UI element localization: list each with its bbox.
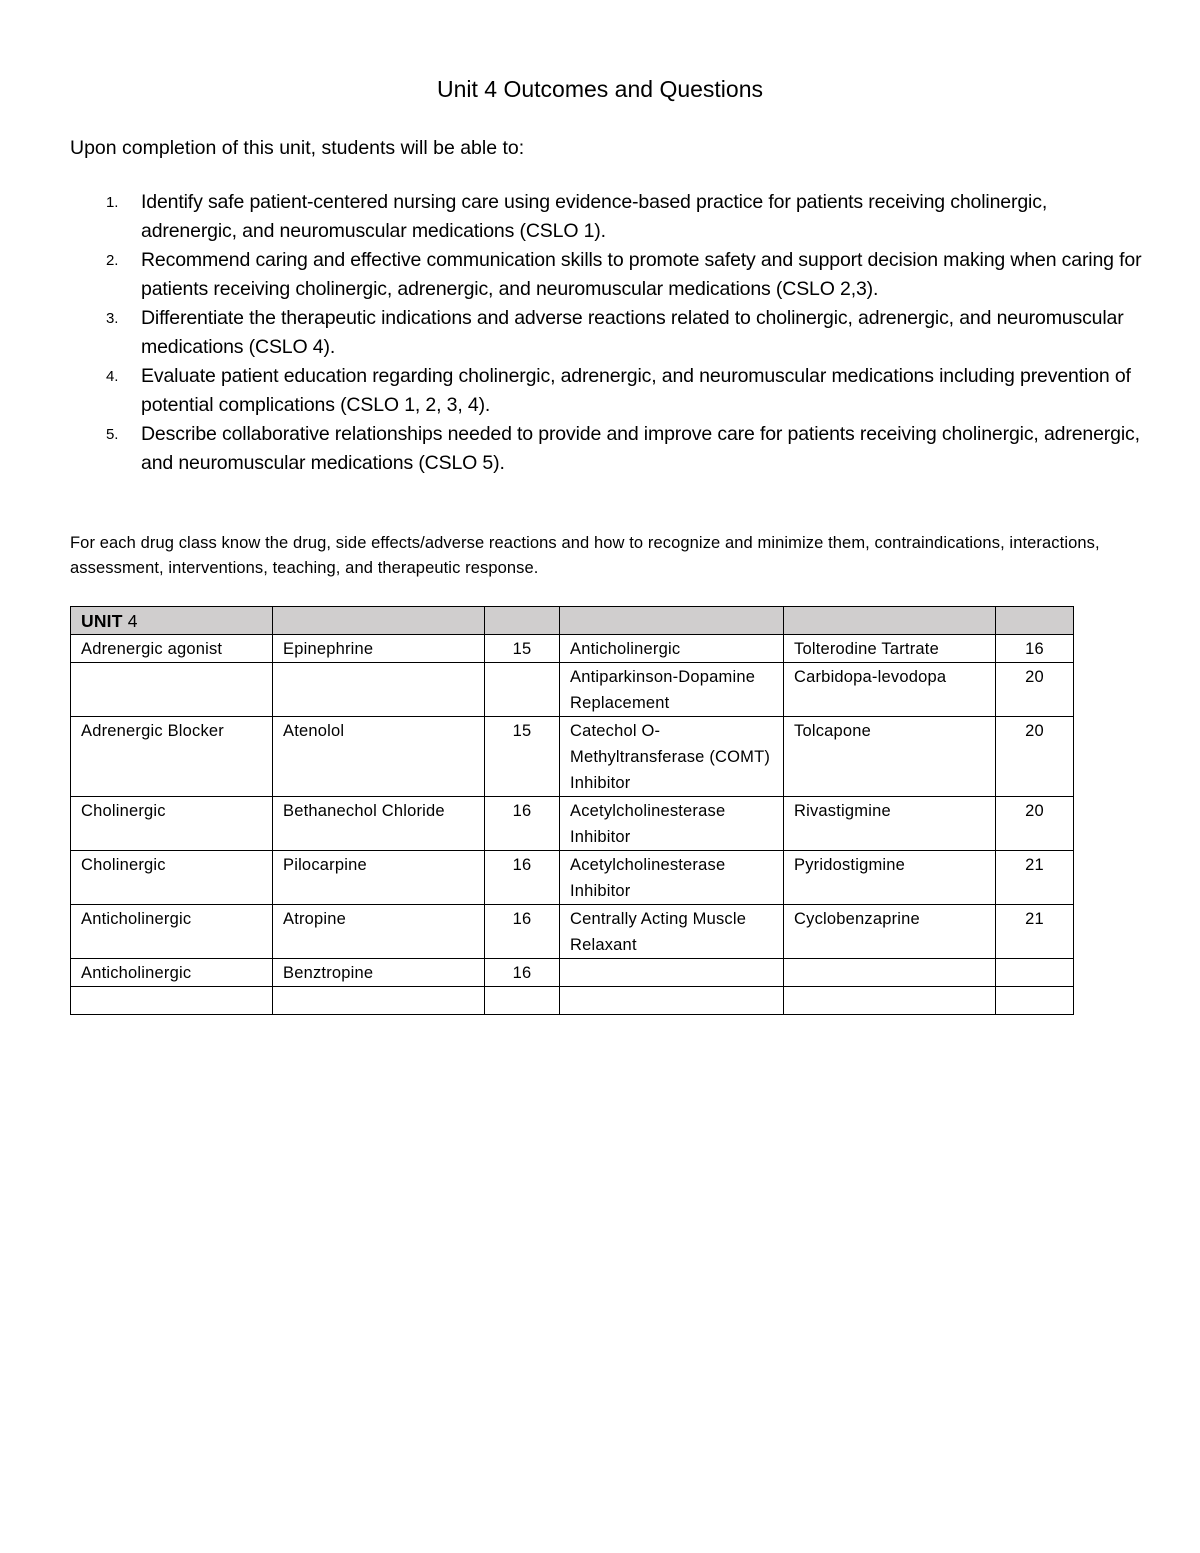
chapter-cell: 20 xyxy=(996,717,1074,797)
outcome-item xyxy=(70,246,1145,304)
drug-name-cell xyxy=(784,959,996,987)
table-row xyxy=(71,797,1074,851)
unit-number: 4 xyxy=(122,611,138,631)
chapter-cell: 15 xyxy=(485,717,560,797)
outcome-number: 3. xyxy=(106,310,119,327)
table-header-cell xyxy=(71,607,273,635)
outcome-text: Describe collaborative relationships needed to provide and improve care for patients receiving cholinergic, adrenergic, and neuromuscular medications (CSLO 5). xyxy=(141,423,1140,474)
table-header-cell xyxy=(485,607,560,635)
outcome-text: Recommend caring and effective communication skills to promote safety and support decision making when caring for patients receiving cholinergic, adrenergic, and neuromuscular medications (CSLO 2,3). xyxy=(141,249,1142,300)
chapter-cell: 16 xyxy=(485,905,560,959)
drug-name-cell: Benztropine xyxy=(273,959,485,987)
drug-name-cell xyxy=(273,663,485,717)
table-row xyxy=(71,959,1074,987)
drug-class-cell: Catechol O-Methyltransferase (COMT) Inhibitor xyxy=(560,717,784,797)
chapter-cell: 20 xyxy=(996,663,1074,717)
table-row xyxy=(71,905,1074,959)
outcomes-list xyxy=(70,188,1145,478)
drug-table xyxy=(70,606,1074,1015)
outcome-number: 4. xyxy=(106,368,119,385)
table-row xyxy=(71,717,1074,797)
drug-name-cell: Atropine xyxy=(273,905,485,959)
drug-class-cell xyxy=(560,987,784,1015)
drug-name-cell: Atenolol xyxy=(273,717,485,797)
drug-class-cell: Acetylcholinesterase Inhibitor xyxy=(560,797,784,851)
page-title: Unit 4 Outcomes and Questions xyxy=(437,76,763,102)
outcome-text: Identify safe patient-centered nursing care using evidence-based practice for patients receiving cholinergic, adrenergic, and neuromuscular medications (CSLO 1). xyxy=(141,191,1048,242)
chapter-cell: 15 xyxy=(485,635,560,663)
drug-class-cell: Cholinergic xyxy=(71,851,273,905)
drug-class-cell: Centrally Acting Muscle Relaxant xyxy=(560,905,784,959)
table-row xyxy=(71,987,1074,1015)
outcome-item xyxy=(70,188,1145,246)
drug-class-cell xyxy=(71,987,273,1015)
table-row xyxy=(71,635,1074,663)
drug-name-cell xyxy=(784,987,996,1015)
table-header-cell xyxy=(784,607,996,635)
chapter-cell: 16 xyxy=(485,851,560,905)
outcome-text: Evaluate patient education regarding cholinergic, adrenergic, and neuromuscular medications including prevention of potential complications (CSLO 1, 2, 3, 4). xyxy=(141,365,1131,416)
instructions-text: For each drug class know the drug, side effects/adverse reactions and how to recognize and minimize them, contraindications, interactions, assessment, interventions, teaching, and therapeutic response. xyxy=(70,534,1100,577)
chapter-cell: 16 xyxy=(485,959,560,987)
outcome-number: 2. xyxy=(106,252,119,269)
drug-name-cell: Carbidopa-levodopa xyxy=(784,663,996,717)
drug-name-cell: Bethanechol Chloride xyxy=(273,797,485,851)
chapter-cell: 16 xyxy=(485,797,560,851)
drug-class-cell: Anticholinergic xyxy=(71,905,273,959)
chapter-cell xyxy=(485,663,560,717)
chapter-cell xyxy=(996,959,1074,987)
drug-name-cell: Pyridostigmine xyxy=(784,851,996,905)
outcome-number: 1. xyxy=(106,194,119,211)
chapter-cell: 21 xyxy=(996,851,1074,905)
table-header-cell xyxy=(560,607,784,635)
chapter-cell: 21 xyxy=(996,905,1074,959)
table-header-cell xyxy=(996,607,1074,635)
drug-name-cell: Tolcapone xyxy=(784,717,996,797)
drug-name-cell: Tolterodine Tartrate xyxy=(784,635,996,663)
drug-class-cell: Adrenergic Blocker xyxy=(71,717,273,797)
unit-label: UNIT xyxy=(81,611,123,631)
chapter-cell: 16 xyxy=(996,635,1074,663)
outcome-item xyxy=(70,420,1145,478)
chapter-cell xyxy=(485,987,560,1015)
table-row xyxy=(71,851,1074,905)
outcome-text: Differentiate the therapeutic indications and adverse reactions related to cholinergic, adrenergic, and neuromuscular medications (CSLO 4). xyxy=(141,307,1124,358)
outcome-number: 5. xyxy=(106,426,119,443)
drug-name-cell: Cyclobenzaprine xyxy=(784,905,996,959)
chapter-cell xyxy=(996,987,1074,1015)
table-header-cell xyxy=(273,607,485,635)
drug-class-cell: Antiparkinson-Dopamine Replacement xyxy=(560,663,784,717)
outcome-item xyxy=(70,362,1145,420)
drug-class-cell xyxy=(560,959,784,987)
intro-text: Upon completion of this unit, students will be able to: xyxy=(70,137,525,159)
drug-name-cell xyxy=(273,987,485,1015)
table-row xyxy=(71,663,1074,717)
drug-class-cell: Cholinergic xyxy=(71,797,273,851)
drug-name-cell: Epinephrine xyxy=(273,635,485,663)
drug-class-cell: Anticholinergic xyxy=(71,959,273,987)
chapter-cell: 20 xyxy=(996,797,1074,851)
drug-name-cell: Pilocarpine xyxy=(273,851,485,905)
drug-class-cell xyxy=(71,663,273,717)
drug-class-cell: Adrenergic agonist xyxy=(71,635,273,663)
table-header-row xyxy=(71,607,1074,635)
drug-class-cell: Anticholinergic xyxy=(560,635,784,663)
outcome-item xyxy=(70,304,1145,362)
drug-class-cell: Acetylcholinesterase Inhibitor xyxy=(560,851,784,905)
drug-name-cell: Rivastigmine xyxy=(784,797,996,851)
